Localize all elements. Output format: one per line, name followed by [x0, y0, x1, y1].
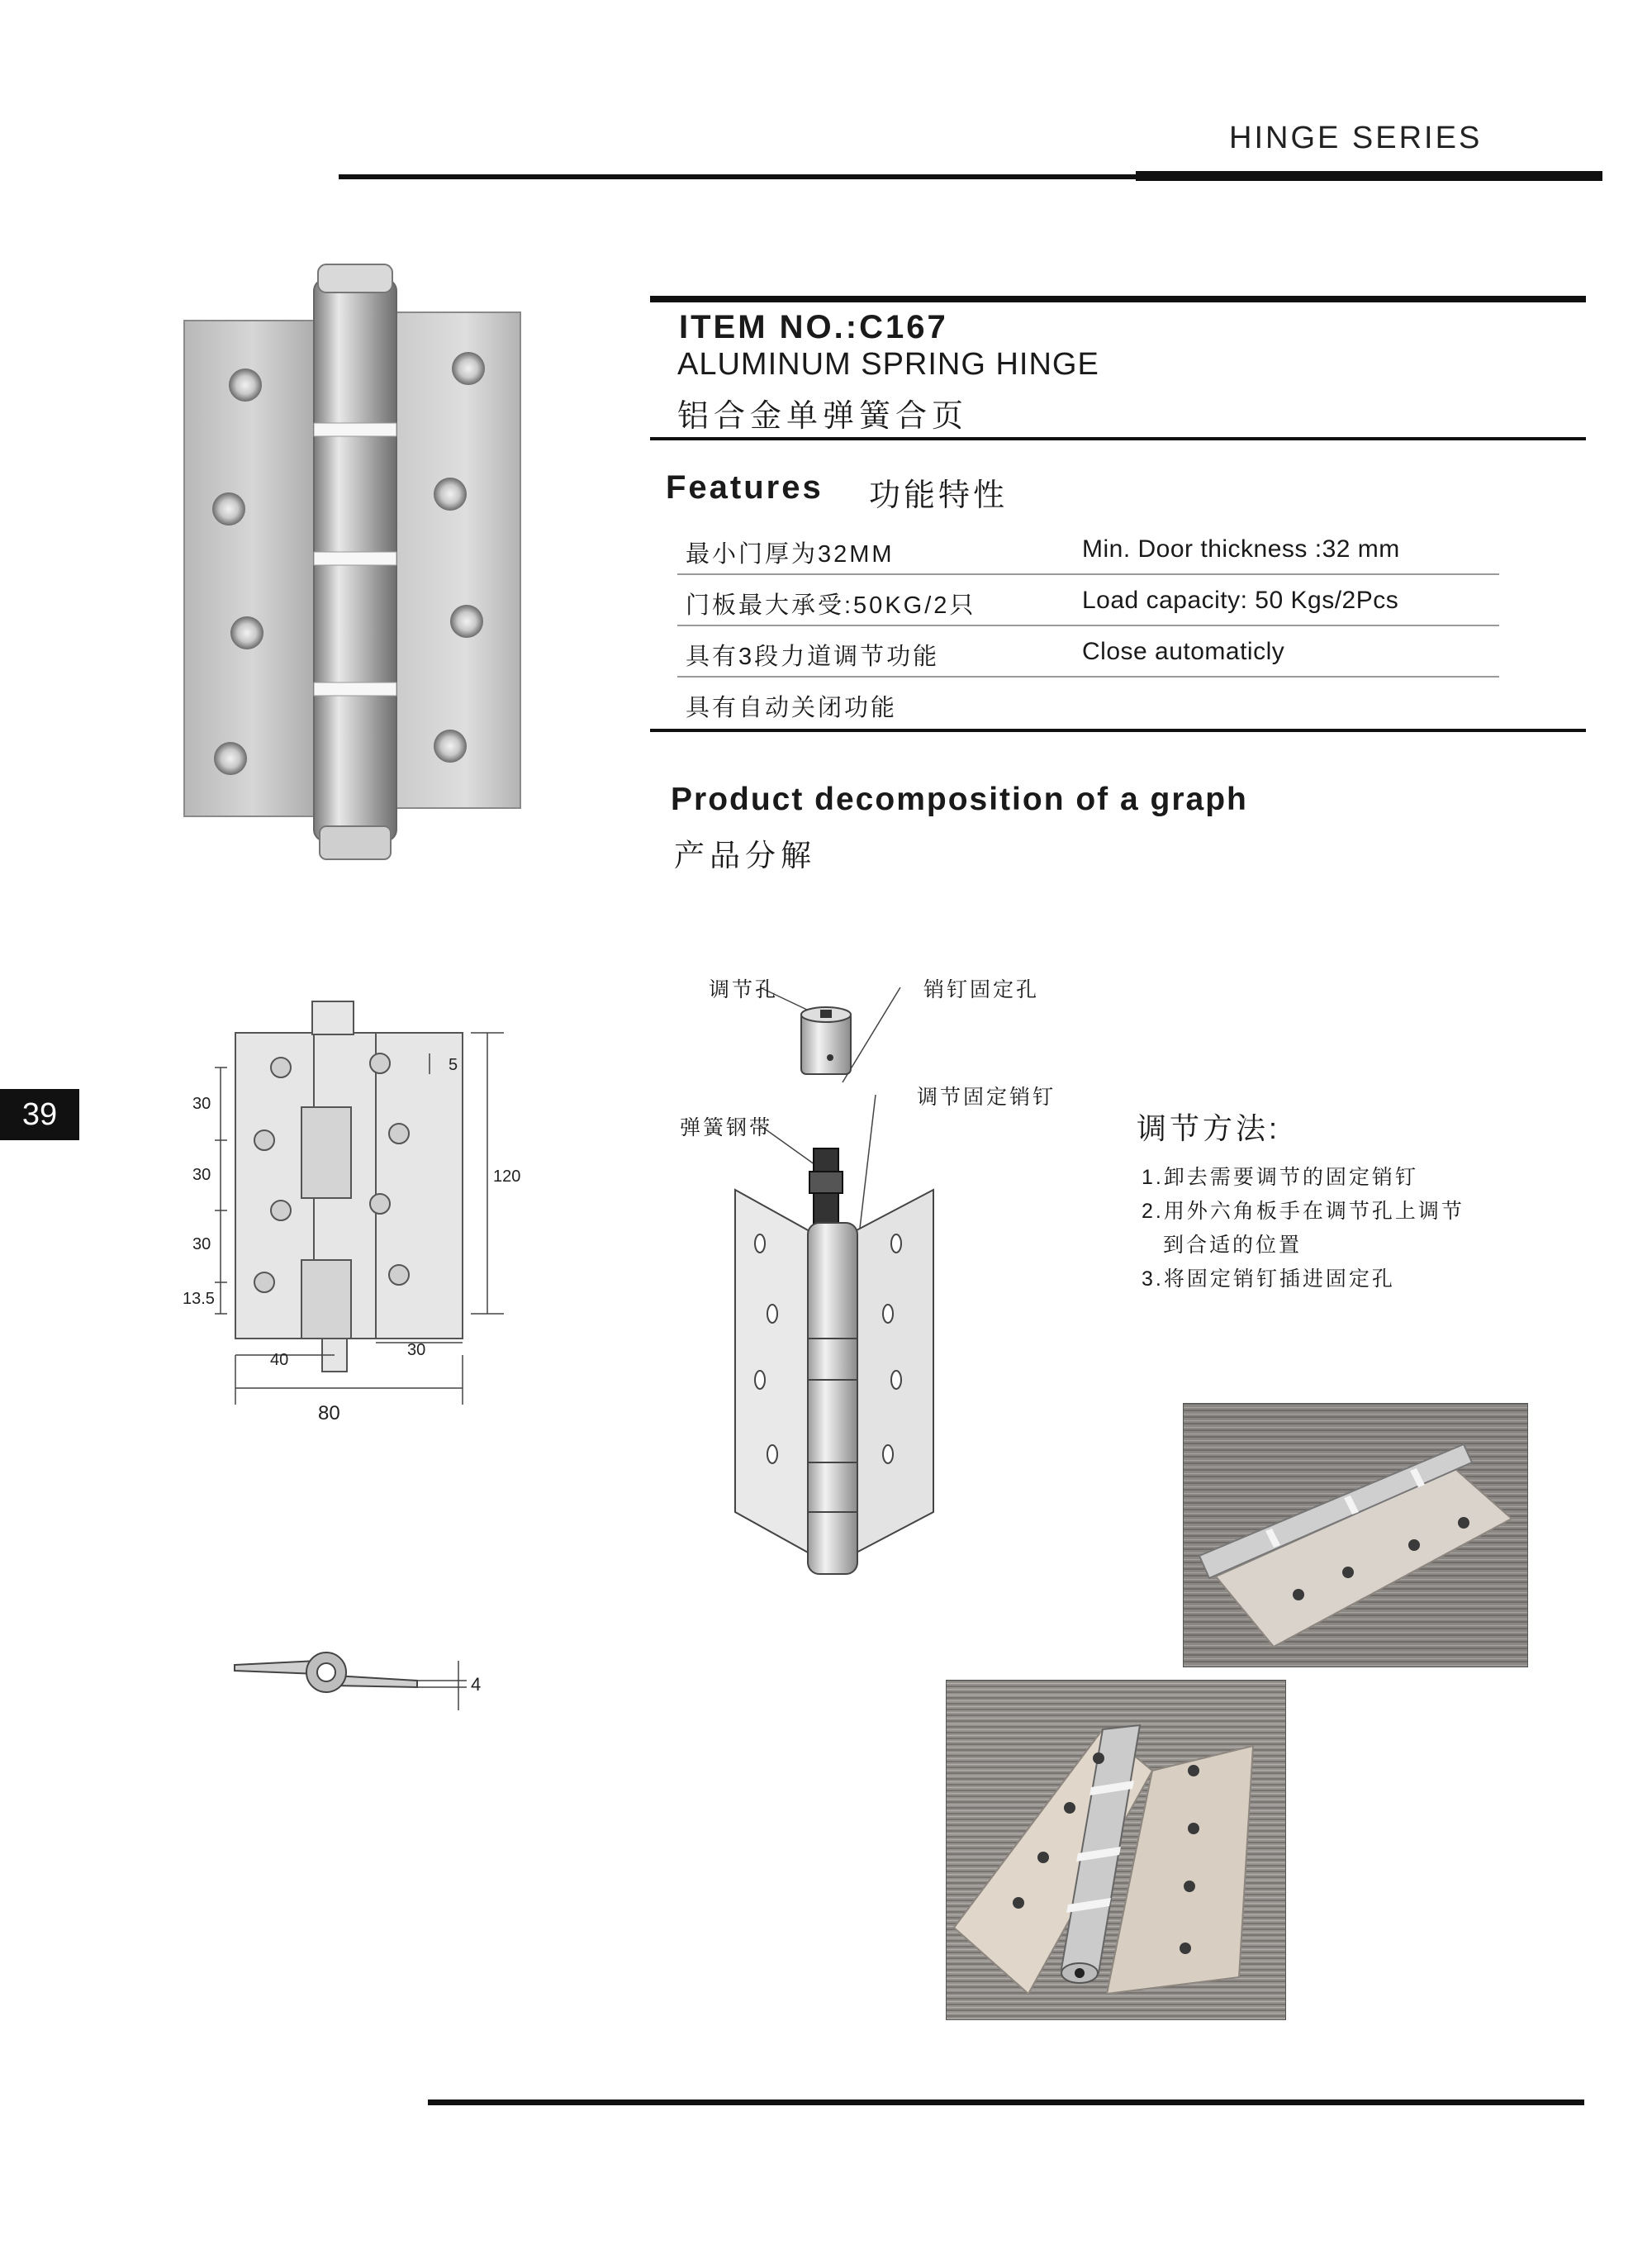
- item-rule-top: [650, 296, 1586, 302]
- features-rule-bottom: [650, 729, 1586, 732]
- item-number: ITEM NO.:C167: [679, 309, 948, 345]
- hinge-photo-angled: [1183, 1403, 1528, 1667]
- exploded-left-leaf: [735, 1190, 809, 1553]
- hinge-front-photo: [178, 263, 525, 874]
- callout-pin-fix-hole: 销钉固定孔: [923, 978, 1040, 1001]
- hinge-thickness-drawing: [231, 1644, 512, 1719]
- callout-spring-strip: 弹簧钢带: [680, 1116, 773, 1139]
- hinge-photo-open: [946, 1680, 1286, 2020]
- spring-strip: [809, 1148, 843, 1227]
- dim-label: 80: [318, 1402, 340, 1424]
- decomposition-title-en: Product decomposition of a graph: [671, 782, 1248, 817]
- page-number-badge: [0, 1089, 79, 1140]
- features-title-en: Features: [666, 469, 824, 506]
- drawing-knuckle: [301, 1107, 351, 1198]
- features-table: [677, 524, 1499, 727]
- decomposition-title-cn: 产品分解: [674, 839, 816, 873]
- adjust-cap: [801, 1007, 851, 1074]
- dim-label: 30: [192, 1095, 211, 1113]
- dim-label: 30: [192, 1166, 211, 1184]
- feature-cn: 具有3段力道调节功能: [686, 644, 940, 670]
- dim-label: 13.5: [183, 1290, 215, 1308]
- hinge-top-cap: [318, 264, 392, 292]
- features-title-cn: 功能特性: [869, 478, 1009, 513]
- dim-label: 120: [493, 1167, 521, 1186]
- hinge-dimension-drawing: [178, 991, 525, 1438]
- drawing-leaf-section: [335, 1676, 417, 1687]
- feature-row: [677, 575, 1499, 626]
- hinge-bottom-cap: [320, 826, 391, 859]
- exploded-view-drawing: [686, 950, 1132, 1586]
- adjustment-step: 到合适的位置: [1163, 1234, 1303, 1257]
- drawing-top-pin: [312, 1001, 354, 1034]
- feature-row: [677, 626, 1499, 678]
- series-title: HINGE SERIES: [1229, 121, 1483, 155]
- drawing-knuckle: [301, 1260, 351, 1339]
- nylon-washer: [314, 552, 396, 565]
- feature-row: [677, 678, 1499, 727]
- drawing-right-leaf: [376, 1033, 463, 1339]
- dim-label: 30: [407, 1341, 426, 1359]
- footer-rule: [428, 2099, 1584, 2105]
- drawing-barrel-bore: [317, 1663, 335, 1681]
- adjustment-title: 调节方法:: [1137, 1111, 1281, 1145]
- drawing-leaf-section: [235, 1661, 318, 1674]
- item-name-cn: 铝合金单弹簧合页: [677, 399, 969, 434]
- feature-row: [677, 524, 1499, 575]
- dim-label: 5: [449, 1056, 458, 1074]
- item-name-en: ALUMINUM SPRING HINGE: [677, 347, 1099, 382]
- feature-cn: 门板最大承受:50KG/2只: [686, 592, 976, 619]
- nylon-washer: [314, 423, 396, 436]
- callout-adjust-fix-pin: 调节固定销钉: [917, 1086, 1056, 1109]
- dim-label: 4: [471, 1674, 482, 1695]
- dim-label: 40: [270, 1351, 289, 1369]
- nylon-washer: [314, 682, 396, 696]
- feature-cn: 最小门厚为32MM: [686, 541, 895, 568]
- adjustment-step: 3.将固定销钉插进固定孔: [1142, 1267, 1395, 1291]
- feature-en: Close automaticly: [1082, 638, 1285, 665]
- exploded-barrel: [808, 1223, 857, 1574]
- feature-en: Load capacity: 50 Kgs/2Pcs: [1082, 587, 1399, 614]
- adjustment-step: 2.用外六角板手在调节孔上调节: [1142, 1200, 1464, 1223]
- page-number: 39: [21, 1096, 58, 1132]
- adjustment-step: 1.卸去需要调节的固定销钉: [1142, 1166, 1418, 1189]
- item-rule-bottom: [650, 437, 1586, 440]
- callout-adjust-hole: 调节孔: [709, 978, 779, 1001]
- header-rule-accent: [1136, 171, 1602, 181]
- feature-en: Min. Door thickness :32 mm: [1082, 535, 1400, 563]
- feature-cn: 具有自动关闭功能: [686, 695, 898, 721]
- dim-label: 30: [192, 1235, 211, 1253]
